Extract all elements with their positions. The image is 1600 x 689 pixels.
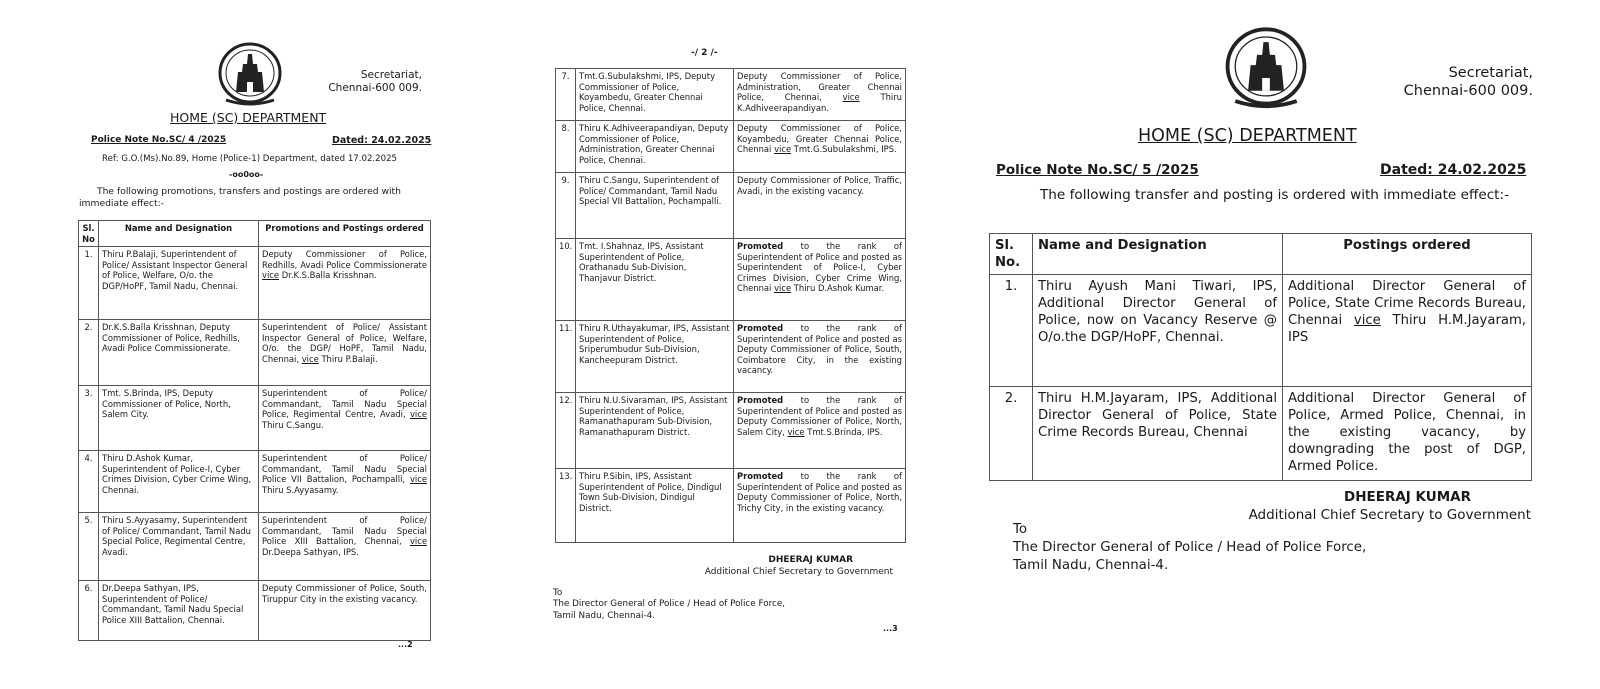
table-row: 13. Thiru P.Sibin, IPS, Assistant Superintendent of Police, Dindigul Town Sub-Division, Dindigul District. Promoted to the rank of Superintendent of Police and posted as Deputy Commissioner of Police, North, Trichy City, in the existing vacancy. bbox=[556, 469, 906, 543]
signatory-name: DHEERAJ KUMAR bbox=[768, 555, 853, 565]
table-row: 8. Thiru K.Adhiveerapandiyan, Deputy Commissioner of Police, Administration, Greater Chennai Police, Chennai. Deputy Commissioner of Police, Koyambedu, Greater Chennai Police, Chennai vice Tmt.G.Subulakshmi, IPS. bbox=[556, 121, 906, 173]
signatory-name: DHEERAJ KUMAR bbox=[1344, 489, 1471, 505]
page-number-header: -/ 2 /- bbox=[691, 48, 718, 58]
col-postings: Postings ordered bbox=[1283, 234, 1532, 275]
table-row: 6. Dr.Deepa Sathyan, IPS, Superintendent of Police/ Commandant, Tamil Nadu Special Police XIII Battalion, Chennai. Deputy Commissioner of Police, South, Tiruppur City in the existing vacancy. bbox=[79, 581, 431, 641]
table-row: 4. Thiru D.Ashok Kumar, Superintendent of Police-I, Cyber Crimes Division, Cyber Crime Wing, Chennai. Superintendent of Police/ Commandant, Tamil Nadu Special Police VII Battalion, Pochampalli, vice Thiru S.Ayyasamy. bbox=[79, 451, 431, 513]
table-row: 10. Tmt. I.Shahnaz, IPS, Assistant Superintendent of Police, Orathanadu Sub-Division, Thanjavur District. Promoted to the rank of Superintendent of Police and posted as Superintendent of Police-I, Cyber Crimes Division, Cyber Crime Wing, Chennai vice Thiru D.Ashok Kumar. bbox=[556, 239, 906, 321]
table-header-row bbox=[990, 234, 1532, 275]
intro-paragraph: The following promotions, transfers and postings are ordered with immediate effect:- bbox=[79, 186, 401, 209]
col-sl: Sl. No. bbox=[990, 234, 1033, 275]
table-row: 3. Tmt. S.Brinda, IPS, Deputy Commissioner of Police, North, Salem City. Superintendent of Police/ Commandant, Tamil Nadu Special Police, Regimental Centre, Avadi, vice Thiru C.Sangu. bbox=[79, 386, 431, 451]
note-date: Dated: 24.02.2025 bbox=[332, 135, 432, 146]
table-row: 1. Thiru P.Balaji, Superintendent of Police/ Assistant Inspector General of Police, Welfare, O/o. the DGP/HoPF, Tamil Nadu, Chennai. Deputy Commissioner of Police, Redhills, Avadi Police Commissionerate vice Dr.K.S.Balla Krisshnan. bbox=[79, 247, 431, 320]
table-row: 5. Thiru S.Ayyasamy, Superintendent of Police/ Commandant, Tamil Nadu Special Police, Regimental Centre, Avadi. Superintendent of Police/ Commandant, Tamil Nadu Special Police XIII Battalion, Chennai, vice Dr.Deepa Sathyan, IPS. bbox=[79, 513, 431, 581]
signatory-designation: Additional Chief Secretary to Government bbox=[1248, 507, 1531, 523]
tamil-nadu-emblem-icon bbox=[1225, 26, 1307, 112]
continued-page-marker: ...2 bbox=[398, 640, 413, 649]
recipient-block: To The Director General of Police / Head of Police Force, Tamil Nadu, Chennai-4. bbox=[1013, 522, 1367, 573]
intro-paragraph: The following transfer and posting is ordered with immediate effect:- bbox=[1040, 187, 1509, 203]
department-title: HOME (SC) DEPARTMENT bbox=[170, 110, 327, 125]
table-row: 1. Thiru Ayush Mani Tiwari, IPS, Additional Director General of Police, now on Vacancy Reserve @ O/o.the DGP/HoPF, Chennai. Additional Director General of Police, State Crime Records Bureau, Chennai vice Thiru H.M.Jayaram, IPS bbox=[990, 275, 1532, 387]
signature-block bbox=[1225, 488, 1531, 524]
col-name: Name and Designation bbox=[99, 221, 259, 247]
document-page-1 bbox=[70, 0, 445, 689]
orders-table bbox=[989, 233, 1532, 481]
col-sl: Sl. No bbox=[79, 221, 99, 247]
col-name: Name and Designation bbox=[1033, 234, 1283, 275]
secretariat-address: Secretariat, Chennai-600 009. bbox=[1403, 65, 1533, 100]
signatory-designation: Additional Chief Secretary to Government bbox=[704, 567, 893, 577]
recipient-block: To The Director General of Police / Head of Police Force, Tamil Nadu, Chennai-4. bbox=[553, 588, 786, 621]
orders-table-continued bbox=[555, 68, 906, 543]
orders-table bbox=[78, 220, 431, 641]
table-row: 2. Dr.K.S.Balla Krisshnan, Deputy Commissioner of Police, Redhills, Avadi Police Commissionerate. Superintendent of Police/ Assistant Inspector General of Police, Welfare, O/o. the DGP/ HoPF, Tamil Nadu, Chennai, vice Thiru P.Balaji. bbox=[79, 320, 431, 386]
table-row: 2. Thiru H.M.Jayaram, IPS, Additional Director General of Police, State Crime Records Bureau, Chennai Additional Director General of Police, Armed Police, Chennai, in the existing vacancy, by downgrading the post of DGP, Armed Police. bbox=[990, 387, 1532, 481]
table-row: 9. Thiru C.Sangu, Superintendent of Police/ Commandant, Tamil Nadu Special VII Battalion, Pochampalli. Deputy Commissioner of Police, Traffic, Avadi, in the existing vacancy. bbox=[556, 173, 906, 239]
document-page-2 bbox=[555, 0, 925, 689]
reference-line: Ref: G.O.(Ms).No.89, Home (Police-1) Department, dated 17.02.2025 bbox=[102, 154, 398, 164]
table-row: 7. Tmt.G.Subulakshmi, IPS, Deputy Commissioner of Police, Koyambedu, Greater Chennai Police, Chennai. Deputy Commissioner of Police, Administration, Greater Chennai Police, Chennai, vice Thiru K.Adhiveerapandiyan. bbox=[556, 69, 906, 121]
secretariat-address: Secretariat, Chennai-600 009. bbox=[328, 69, 422, 95]
table-row: 12. Thiru N.U.Sivaraman, IPS, Assistant Superintendent of Police, Ramanathapuram Sub-Division, Ramanathapuram District. Promoted to the rank of Superintendent of Police and posted as Deputy Commissioner of Police, North, Salem City, vice Tmt.S.Brinda, IPS. bbox=[556, 393, 906, 469]
table-row: 11. Thiru R.Uthayakumar, IPS, Assistant Superintendent of Police, Sriperumbudur Sub-Division, Kancheepuram District. Promoted to the rank of Superintendent of Police and posted as Deputy Commissioner of Police, South, Coimbatore City, in the existing vacancy. bbox=[556, 321, 906, 393]
police-note-number: Police Note No.SC/ 4 /2025 bbox=[91, 135, 227, 145]
note-date: Dated: 24.02.2025 bbox=[1380, 162, 1527, 178]
table-header-row bbox=[79, 221, 431, 247]
document-page-3 bbox=[985, 0, 1565, 689]
signature-block bbox=[675, 554, 893, 578]
police-note-number: Police Note No.SC/ 5 /2025 bbox=[996, 162, 1199, 178]
department-title: HOME (SC) DEPARTMENT bbox=[1138, 126, 1357, 146]
col-postings: Promotions and Postings ordered bbox=[259, 221, 431, 247]
separator: -oo0oo- bbox=[229, 170, 264, 179]
continued-page-marker: ...3 bbox=[883, 624, 898, 633]
tamil-nadu-emblem-icon bbox=[218, 42, 282, 108]
